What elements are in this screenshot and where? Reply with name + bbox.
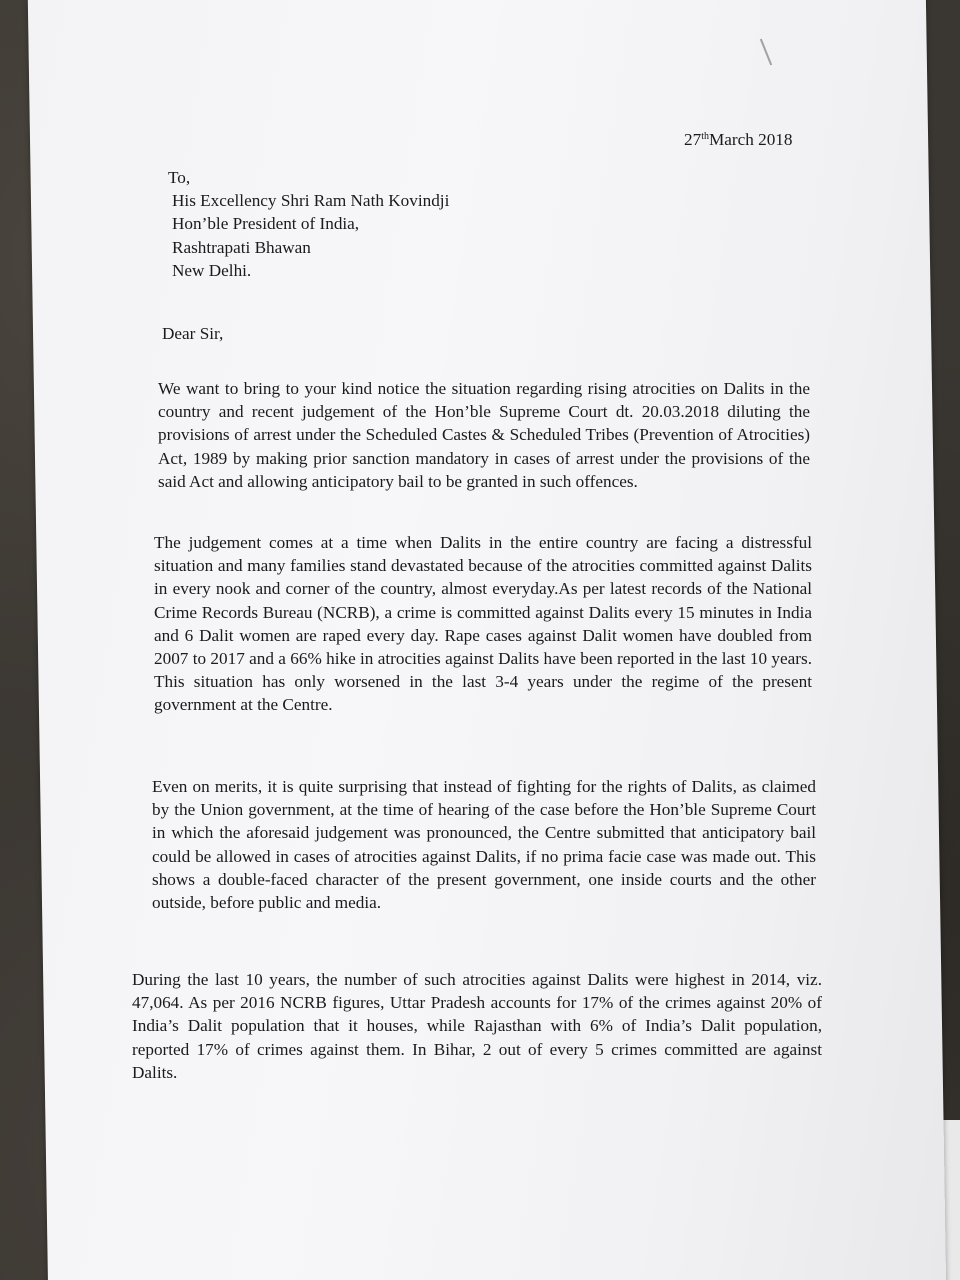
date-month-year: March 2018 [708,130,793,149]
address-line-3: Rashtrapati Bhawan [172,237,311,257]
paragraph-4: During the last 10 years, the number of such atrocities against Dalits were highest in 2014, viz. 47,064. As per 2016 NCRB figures, Uttar Pradesh accounts for 17% of the crimes against 20% of India’s Dalit population that it houses, while Rajasthan with 6% of India’s Dalit population, reported 17% of crimes against them. In Bihar, 2 out of every 5 crimes committed are against Dalits. [132,970,822,1082]
address-line-2: Hon’ble President of India, [172,214,360,234]
recipient-address [168,166,449,282]
paragraph-1: We want to bring to your kind notice the situation regarding rising atrocities on Dalits in the country and recent judgement of the Hon’ble Supreme Court dt. 20.03.2018 diluting the provisions of arrest under the Scheduled Castes & Scheduled Tribes (Prevention of Atrocities) Act, 1989 by making prior sanction mandatory in cases of arrest under the provisions of the said Act and allowing anticipatory bail to be granted in such offences. [158,379,810,491]
date-day: 27 [684,130,702,149]
address-line-4: New Delhi. [172,260,252,280]
letter-date [684,125,793,151]
address-to: To, [168,168,191,187]
salutation: Dear Sir, [162,324,224,343]
address-line-1: His Excellency Shri Ram Nath Kovindji [172,191,450,211]
paragraph-2: The judgement comes at a time when Dalits in the entire country are facing a distressful situation and many families stand devastated because of the atrocities committed against Dalits in every nook and corner of the country, almost everyday.As per latest records of the National Crime Records Bureau (NCRB), a crime is committed against Dalits every 15 minutes in India and 6 Dalit women are raped every day. Rape cases against Dalit women have doubled from 2007 to 2017 and a 66% hike in atrocities against Dalits have been reported in the last 10 years. This situation has only worsened in the last 3-4 years under the regime of the present government at the Centre. [154,533,812,715]
paragraph-3: Even on merits, it is quite surprising that instead of fighting for the rights of Dalits, as claimed by the Union government, at the time of hearing of the case before the Hon’ble Supreme Court in which the aforesaid judgement was pronounced, the Centre submitted that anticipatory bail could be allowed in cases of atrocities against Dalits, if no prima facie case was made out. This shows a double-faced character of the present government, one inside courts and the other outside, before public and media. [152,777,816,913]
date-suffix: th [701,131,709,142]
